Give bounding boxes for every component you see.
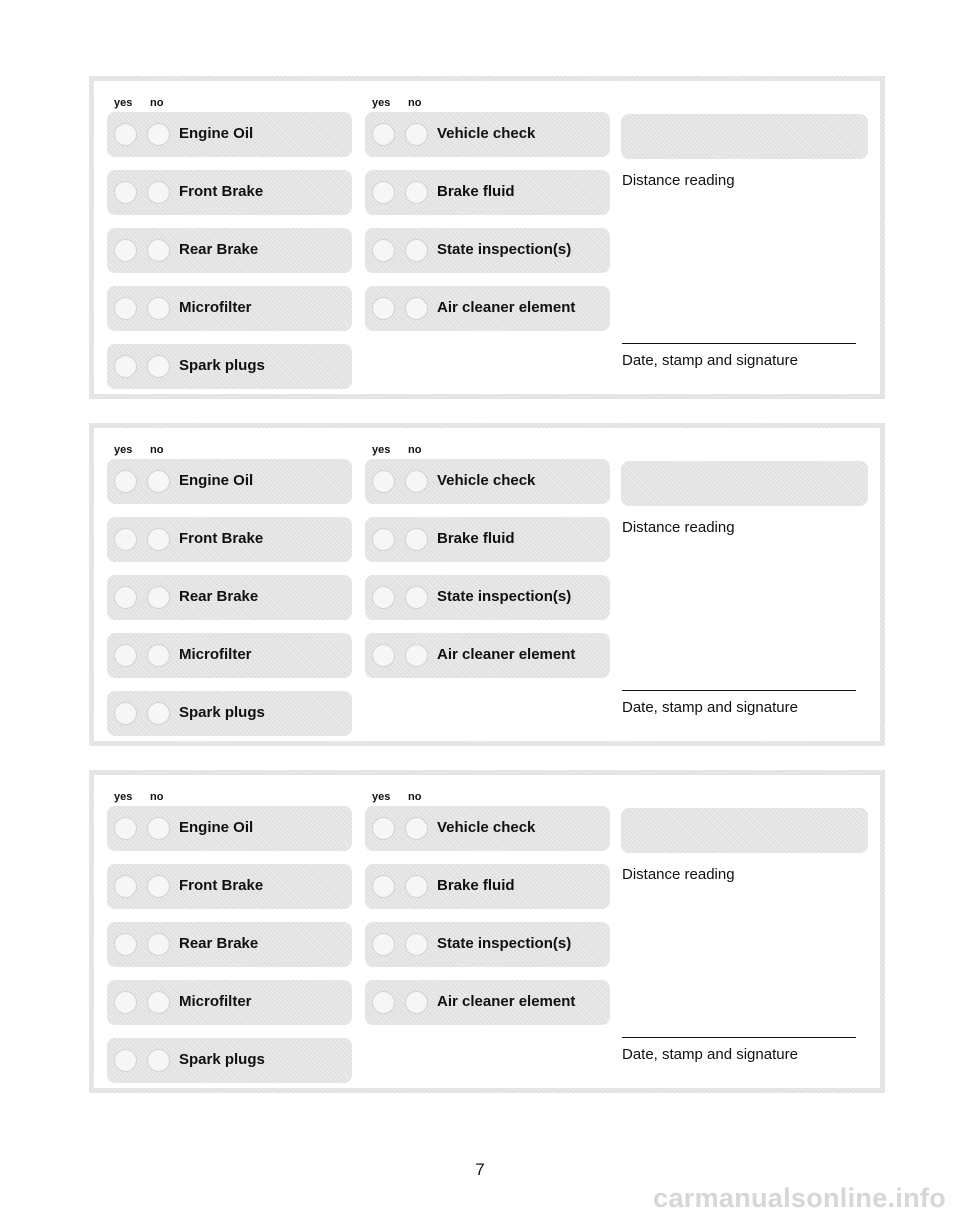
no-radio[interactable] (147, 181, 170, 204)
yes-radio[interactable] (372, 875, 395, 898)
checklist-item-label: Spark plugs (179, 1051, 265, 1068)
yes-radio[interactable] (114, 702, 137, 725)
checklist-item (365, 633, 610, 678)
yes-radio[interactable] (114, 181, 137, 204)
no-radio[interactable] (147, 470, 170, 493)
checklist-item (107, 922, 352, 967)
distance-reading-label: Distance reading (622, 172, 735, 189)
no-radio[interactable] (405, 991, 428, 1014)
checklist-item (365, 459, 610, 504)
watermark: carmanualsonline.info (653, 1183, 946, 1213)
yes-radio[interactable] (114, 297, 137, 320)
no-radio[interactable] (405, 586, 428, 609)
checklist-item-label: Front Brake (179, 877, 264, 894)
checklist-item (365, 575, 610, 620)
yes-radio[interactable] (114, 1049, 137, 1072)
yes-radio[interactable] (114, 933, 137, 956)
checklist-item-label: Microfilter (179, 646, 252, 663)
yes-label: yes (372, 444, 391, 456)
yes-radio[interactable] (114, 528, 137, 551)
checklist-item (365, 228, 610, 273)
yes-radio[interactable] (372, 528, 395, 551)
yes-radio[interactable] (372, 817, 395, 840)
no-radio[interactable] (405, 933, 428, 956)
checklist-item (107, 980, 352, 1025)
yes-radio[interactable] (372, 181, 395, 204)
yes-radio[interactable] (372, 933, 395, 956)
yes-label: yes (372, 97, 391, 109)
yes-radio[interactable] (372, 991, 395, 1014)
checklist-item (107, 170, 352, 215)
distance-reading-label: Distance reading (622, 519, 735, 536)
no-radio[interactable] (405, 644, 428, 667)
no-radio[interactable] (405, 817, 428, 840)
yes-radio[interactable] (114, 123, 137, 146)
yes-radio[interactable] (114, 586, 137, 609)
yes-radio[interactable] (114, 355, 137, 378)
checklist-item-label: Air cleaner element (437, 299, 576, 316)
checklist-item (365, 806, 610, 851)
checklist-item (107, 575, 352, 620)
checklist-item-label: Rear Brake (179, 241, 259, 258)
no-radio[interactable] (147, 355, 170, 378)
checklist-item-label: Microfilter (179, 993, 252, 1010)
no-radio[interactable] (405, 123, 428, 146)
yes-radio[interactable] (372, 644, 395, 667)
checklist-item-label: Spark plugs (179, 704, 265, 721)
no-radio[interactable] (405, 875, 428, 898)
no-label: no (408, 791, 422, 803)
page-number: 7 (475, 1160, 485, 1179)
checklist-item (107, 112, 352, 157)
distance-reading-field[interactable] (621, 808, 868, 853)
distance-reading-field[interactable] (621, 461, 868, 506)
distance-reading-field[interactable] (621, 114, 868, 159)
checklist-item (107, 228, 352, 273)
checklist-item (365, 286, 610, 331)
checklist-item-label: Microfilter (179, 299, 252, 316)
yes-label: yes (114, 791, 133, 803)
checklist-item (107, 633, 352, 678)
checklist-item (107, 806, 352, 851)
no-radio[interactable] (405, 181, 428, 204)
checklist-item (107, 344, 352, 389)
no-label: no (150, 97, 164, 109)
no-radio[interactable] (147, 991, 170, 1014)
checklist-item (365, 864, 610, 909)
service-record-panel (89, 770, 885, 1093)
yes-radio[interactable] (114, 644, 137, 667)
checklist-item (107, 517, 352, 562)
checklist-item-label: Brake fluid (437, 877, 515, 894)
no-radio[interactable] (147, 123, 170, 146)
checklist-item-label: Engine Oil (179, 472, 254, 489)
yes-label: yes (114, 97, 133, 109)
signature-line[interactable] (622, 1037, 856, 1038)
yes-radio[interactable] (372, 586, 395, 609)
checklist-item-label: Vehicle check (437, 125, 536, 142)
checklist-item (107, 864, 352, 909)
yes-radio[interactable] (372, 470, 395, 493)
service-record-panel-body (94, 81, 880, 394)
checklist-item (365, 980, 610, 1025)
no-radio[interactable] (147, 702, 170, 725)
checklist-item-label: State inspection(s) (437, 935, 572, 952)
signature-label: Date, stamp and signature (622, 1046, 798, 1063)
service-record-panel-body (94, 775, 880, 1088)
checklist-item (107, 286, 352, 331)
yes-radio[interactable] (372, 239, 395, 262)
yes-radio[interactable] (372, 123, 395, 146)
distance-reading-label: Distance reading (622, 866, 735, 883)
no-radio[interactable] (147, 933, 170, 956)
yes-radio[interactable] (114, 239, 137, 262)
yes-radio[interactable] (114, 875, 137, 898)
yes-label: yes (114, 444, 133, 456)
checklist-item (365, 517, 610, 562)
no-radio[interactable] (147, 528, 170, 551)
no-radio[interactable] (405, 470, 428, 493)
checklist-item-label: Front Brake (179, 530, 264, 547)
signature-label: Date, stamp and signature (622, 699, 798, 716)
no-label: no (150, 791, 164, 803)
service-record-panel-body (94, 428, 880, 741)
checklist-item-label: State inspection(s) (437, 588, 572, 605)
no-radio[interactable] (405, 528, 428, 551)
no-label: no (150, 444, 164, 456)
no-label: no (408, 97, 422, 109)
checklist-item (107, 1038, 352, 1083)
checklist-item-label: State inspection(s) (437, 241, 572, 258)
checklist-item-label: Front Brake (179, 183, 264, 200)
checklist-item-label: Air cleaner element (437, 993, 576, 1010)
checklist-item (107, 691, 352, 736)
no-radio[interactable] (147, 1049, 170, 1072)
checklist-item-label: Air cleaner element (437, 646, 576, 663)
no-radio[interactable] (147, 239, 170, 262)
checklist-item-label: Rear Brake (179, 588, 259, 605)
checklist-item (365, 170, 610, 215)
checklist-item-label: Brake fluid (437, 530, 515, 547)
checklist-item-label: Vehicle check (437, 819, 536, 836)
service-record-panel (89, 423, 885, 746)
yes-radio[interactable] (114, 991, 137, 1014)
checklist-item (107, 459, 352, 504)
no-radio[interactable] (147, 586, 170, 609)
signature-label: Date, stamp and signature (622, 352, 798, 369)
yes-radio[interactable] (114, 817, 137, 840)
no-label: no (408, 444, 422, 456)
yes-radio[interactable] (372, 297, 395, 320)
no-radio[interactable] (405, 297, 428, 320)
checklist-item-label: Vehicle check (437, 472, 536, 489)
checklist-item-label: Spark plugs (179, 357, 265, 374)
no-radio[interactable] (147, 875, 170, 898)
checklist-item (365, 112, 610, 157)
no-radio[interactable] (147, 817, 170, 840)
checklist-item-label: Engine Oil (179, 819, 254, 836)
checklist-item-label: Engine Oil (179, 125, 254, 142)
signature-line[interactable] (622, 343, 856, 344)
no-radio[interactable] (405, 239, 428, 262)
checklist-item-label: Brake fluid (437, 183, 515, 200)
yes-label: yes (372, 791, 391, 803)
no-radio[interactable] (147, 644, 170, 667)
checklist-item (365, 922, 610, 967)
yes-radio[interactable] (114, 470, 137, 493)
checklist-item-label: Rear Brake (179, 935, 259, 952)
signature-line[interactable] (622, 690, 856, 691)
service-record-panel (89, 76, 885, 399)
no-radio[interactable] (147, 297, 170, 320)
